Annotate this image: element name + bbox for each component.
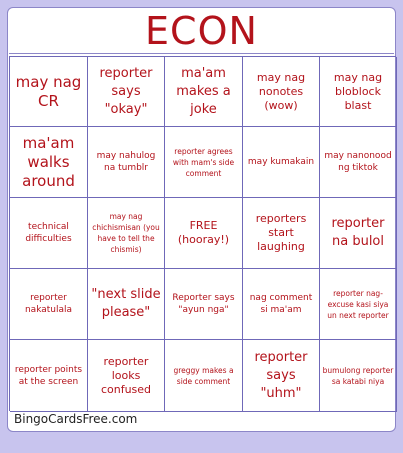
cell-text: may nag nonotes (wow)	[256, 70, 306, 112]
bingo-cell[interactable]	[88, 269, 165, 340]
cell-text: reporter looks confused	[100, 354, 152, 396]
cell-text: reporter says "uhm"	[254, 349, 308, 401]
cell-text: ma'am makes a joke	[176, 65, 231, 117]
bingo-cell[interactable]	[88, 127, 165, 198]
bingo-cell[interactable]	[243, 127, 320, 198]
bingo-cell[interactable]	[320, 340, 397, 412]
cell-text: Reporter says "ayun nga"	[172, 293, 235, 315]
cell-text: nag comment si ma'am	[249, 293, 313, 315]
cell-text: may nahulog na tumblr	[96, 151, 156, 173]
cell-text: reporter na bulol	[331, 216, 385, 249]
bingo-cell[interactable]	[10, 127, 88, 198]
cell-text: reporter agrees with mam's side comment	[172, 146, 235, 178]
cell-text: may nag chichismisan (you have to tell the chismis)	[92, 212, 160, 254]
cell-text: ma'am walks around	[22, 133, 75, 190]
bingo-cell[interactable]	[320, 269, 397, 340]
footer-credit: BingoCardsFree.com	[14, 412, 138, 426]
bingo-cell[interactable]	[165, 127, 243, 198]
bingo-cell[interactable]	[165, 340, 243, 412]
bingo-cell[interactable]	[88, 57, 165, 127]
bingo-cell[interactable]	[243, 198, 320, 269]
cell-text: reporter nag-excuse kasi siya un next reporter	[327, 288, 389, 320]
cell-text: technical difficulties	[25, 222, 72, 244]
cell-text: may nag bloblock blast	[333, 70, 383, 112]
bingo-cell[interactable]	[243, 269, 320, 340]
cell-text: "next slide please"	[91, 287, 161, 320]
cell-text: FREE (hooray!)	[177, 219, 230, 246]
bingo-cell[interactable]	[243, 57, 320, 127]
bingo-cell[interactable]	[10, 269, 88, 340]
bingo-cell[interactable]	[10, 198, 88, 269]
bingo-cell[interactable]	[165, 57, 243, 127]
bingo-cell[interactable]	[88, 340, 165, 412]
title-box	[9, 9, 394, 54]
cell-text: bumulong reporter sa katabi niya	[322, 365, 394, 386]
bingo-cell[interactable]	[10, 57, 88, 127]
cell-text: reporter points at the screen	[14, 364, 83, 387]
cell-text: may kumakain	[247, 157, 315, 167]
cell-text: may nag CR	[15, 72, 82, 110]
cell-text: greggy makes a side comment	[173, 365, 234, 386]
bingo-cell[interactable]	[320, 127, 397, 198]
cell-text: may nanonood ng tiktok	[324, 151, 392, 173]
card-title: ECON	[145, 9, 258, 53]
bingo-cell[interactable]	[243, 340, 320, 412]
bingo-cell[interactable]	[88, 198, 165, 269]
bingo-cell[interactable]	[165, 198, 243, 269]
cell-text: reporters start laughing	[255, 212, 307, 253]
bingo-grid	[9, 56, 396, 411]
cell-text: reporter says "okay"	[99, 65, 153, 117]
bingo-cell[interactable]	[165, 269, 243, 340]
bingo-cell[interactable]	[10, 340, 88, 412]
cell-text: reporter nakatulala	[24, 293, 73, 315]
bingo-cell[interactable]	[320, 57, 397, 127]
bingo-cell[interactable]	[320, 198, 397, 269]
bingo-card	[7, 7, 396, 432]
